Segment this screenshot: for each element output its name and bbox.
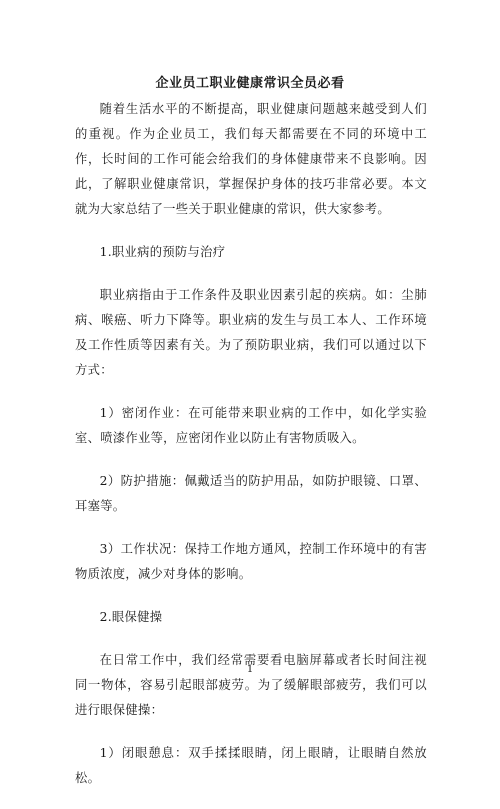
- document-title: 企业员工职业健康常识全员必看: [155, 76, 345, 91]
- section-1-item-1: 1）密闭作业：在可能带来职业病的工作中，如化学实验室、喷漆作业等，应密闭作业以防止有害物质吸入。: [75, 406, 427, 445]
- section-1-item-3: 3）工作状况：保持工作地方通风，控制工作环境中的有害物质浓度，减少对身体的影响。: [75, 542, 427, 581]
- section-1-item-2: 2）防护措施：佩戴适当的防护用品，如防护眼镜、口罩、耳塞等。: [75, 474, 427, 513]
- page-number: 1: [246, 664, 254, 675]
- section-2-heading: 2.眼保健操: [99, 610, 163, 624]
- section-2-item-1: 1）闭眼憩息：双手揉揉眼睛，闭上眼睛，让眼睛自然放松。: [75, 746, 427, 785]
- section-2-paragraph: 在日常工作中，我们经常需要看电脑屏幕或者长时间注视同一物体，容易引起眼部疲劳。为了缓解眼部疲劳，我们可以进行眼保健操：: [75, 653, 427, 717]
- section-1-paragraph: 职业病指由于工作条件及职业因素引起的疾病。如：尘肺病、喉癌、听力下降等。职业病的发生与员工本人、工作环境及工作性质等因素有关。为了预防职业病，我们可以通过以下方式：: [75, 288, 427, 377]
- section-1-heading: 1.职业病的预防与治疗: [99, 245, 226, 259]
- document-body: [75, 97, 427, 809]
- intro-paragraph: 随着生活水平的不断提高，职业健康问题越来越受到人们的重视。作为企业员工，我们每天都需要在不同的环境中工作，长时间的工作可能会给我们的身体健康带来不良影响。因此，了解职业健康常识，掌握保护身体的技巧非常必要。本文就为大家总结了一些关于职业健康的常识，供大家参考。: [75, 102, 427, 216]
